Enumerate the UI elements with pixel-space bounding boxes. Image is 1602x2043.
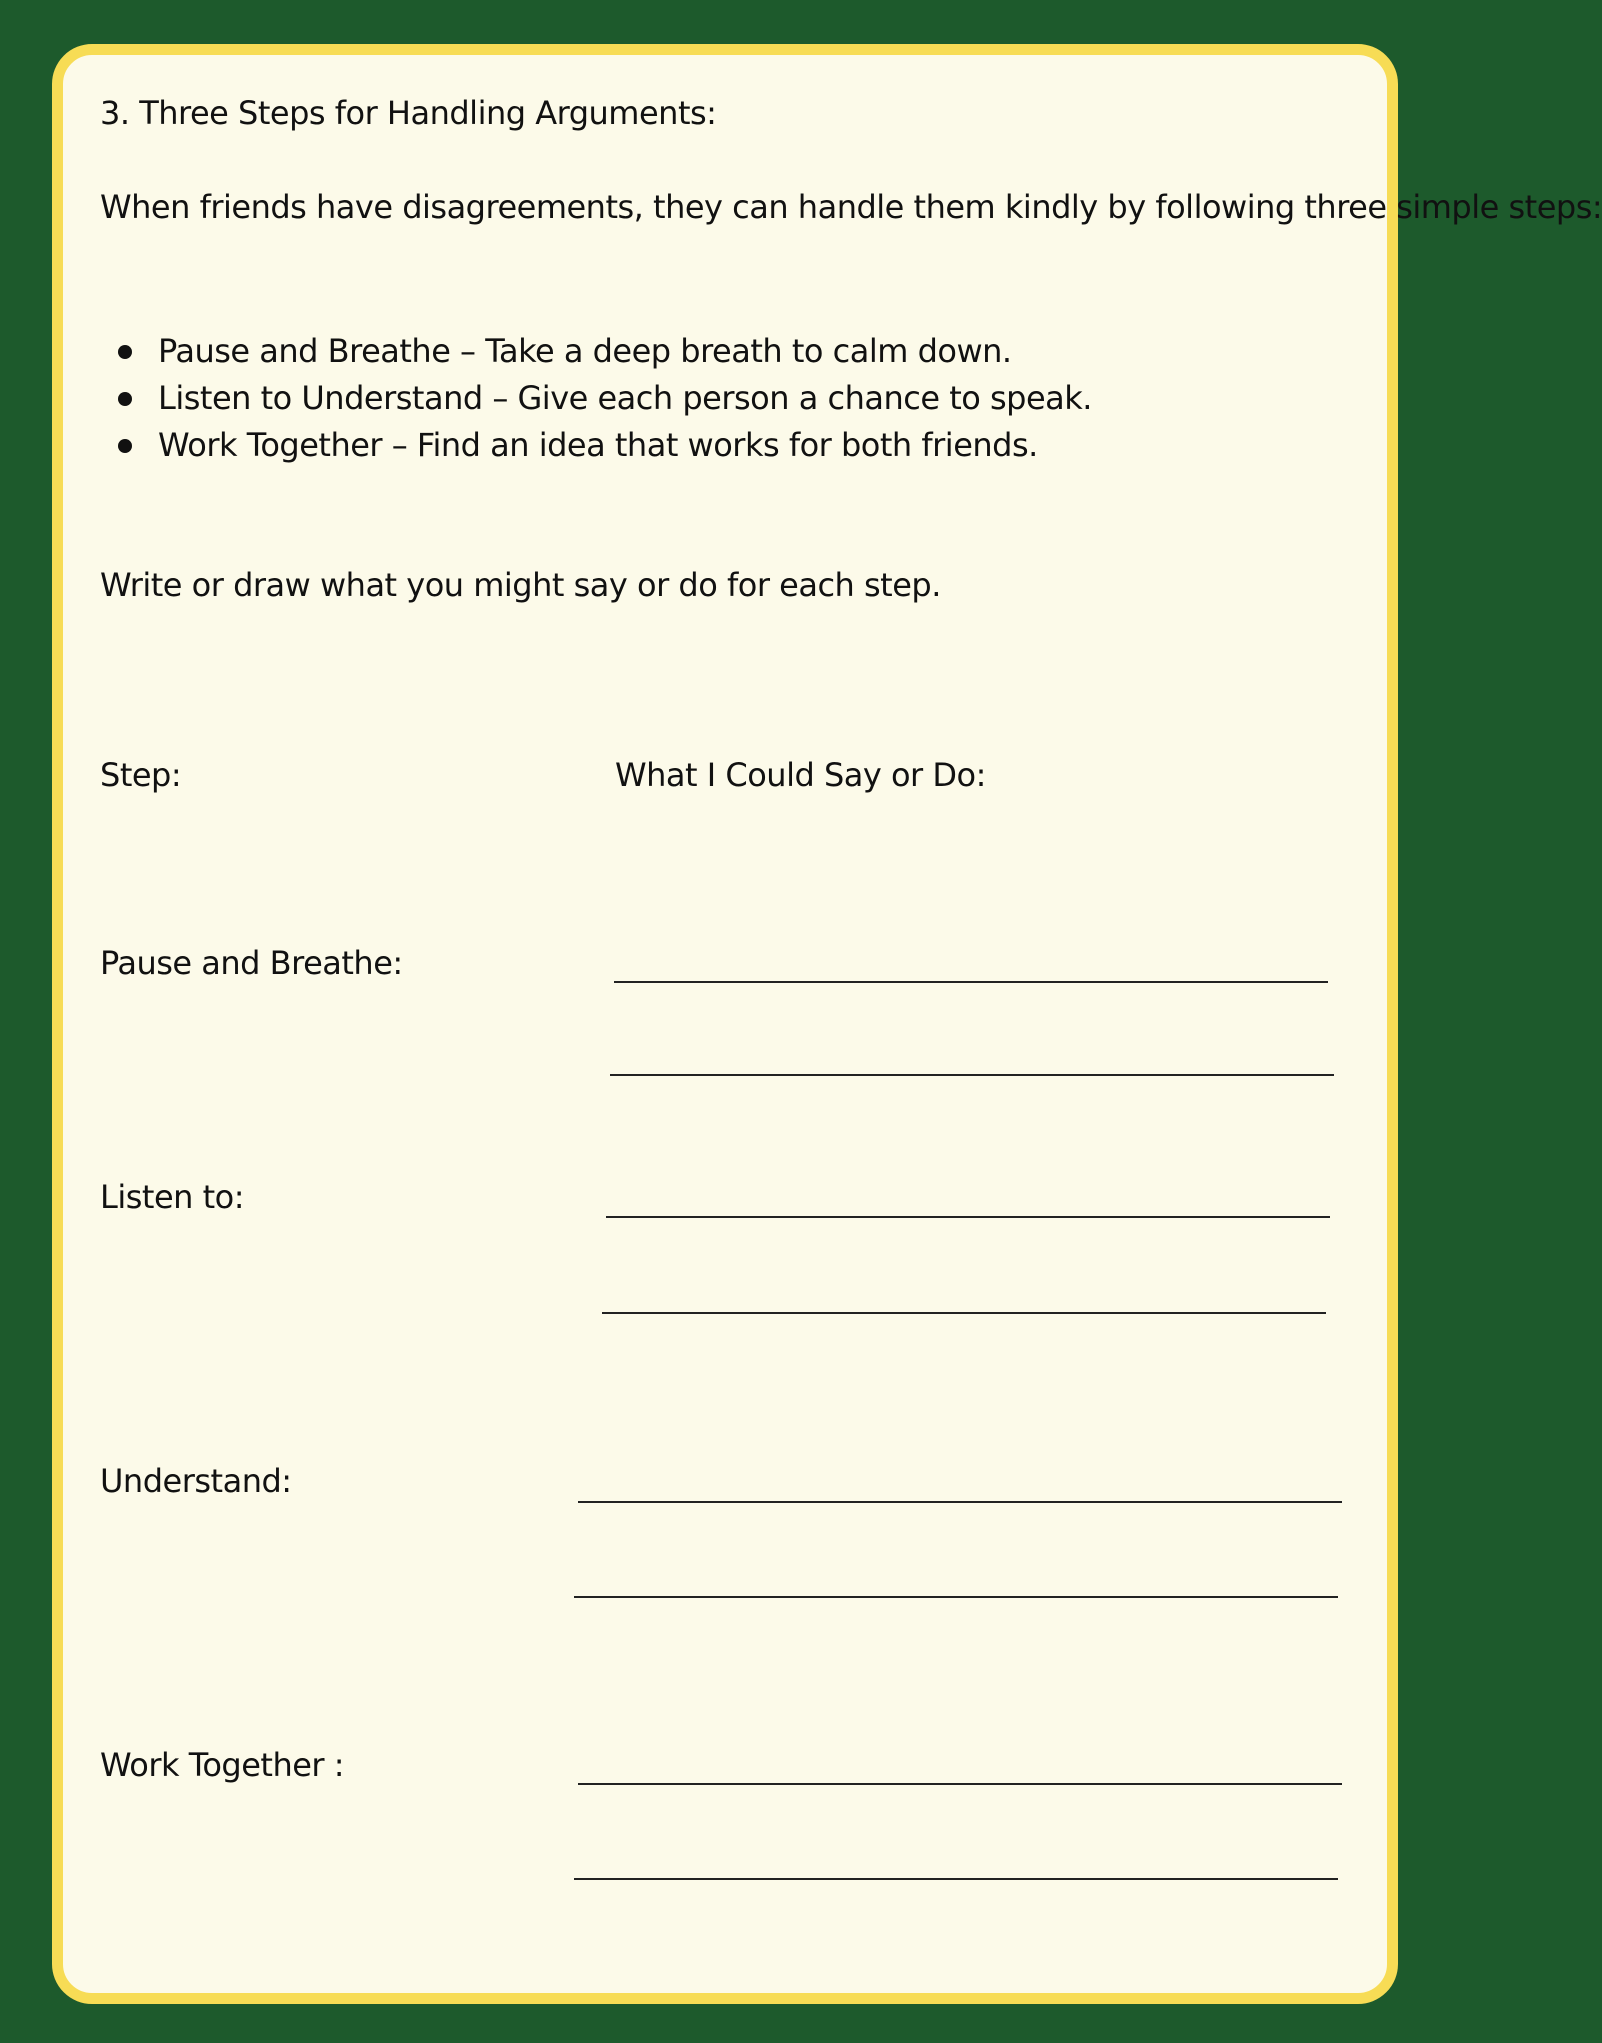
row-label-understand: Understand:: [100, 1462, 292, 1500]
answer-line-pause-1[interactable]: [614, 981, 1328, 983]
list-item: [100, 422, 1092, 469]
step-column-header: Step:: [100, 756, 182, 794]
row-label-pause-and-breathe: Pause and Breathe:: [100, 944, 403, 982]
list-item: [100, 328, 1092, 375]
step-text: Pause and Breathe – Take a deep breath to calm down.: [158, 332, 1012, 370]
bullet-dot-icon: [118, 439, 132, 453]
steps-list: [100, 328, 1092, 469]
say-or-do-column-header: What I Could Say or Do:: [615, 756, 986, 794]
row-label-listen-to: Listen to:: [100, 1178, 244, 1216]
answer-line-understand-2[interactable]: [574, 1596, 1338, 1598]
answer-line-pause-2[interactable]: [610, 1074, 1334, 1076]
answer-line-listen-2[interactable]: [602, 1312, 1326, 1314]
intro-text: When friends have disagreements, they can handle them kindly by following three simple steps:: [100, 188, 1602, 226]
row-label-work-together: Work Together :: [100, 1746, 345, 1784]
bullet-dot-icon: [118, 345, 132, 359]
answer-line-work-1[interactable]: [578, 1783, 1342, 1785]
instruction-text: Write or draw what you might say or do for each step.: [100, 566, 941, 604]
worksheet-heading: 3. Three Steps for Handling Arguments:: [100, 94, 717, 132]
answer-line-understand-1[interactable]: [578, 1501, 1342, 1503]
bullet-dot-icon: [118, 392, 132, 406]
step-text: Work Together – Find an idea that works for both friends.: [158, 426, 1038, 464]
answer-line-work-2[interactable]: [574, 1878, 1338, 1880]
list-item: [100, 375, 1092, 422]
answer-line-listen-1[interactable]: [606, 1216, 1330, 1218]
step-text: Listen to Understand – Give each person a chance to speak.: [158, 379, 1092, 417]
